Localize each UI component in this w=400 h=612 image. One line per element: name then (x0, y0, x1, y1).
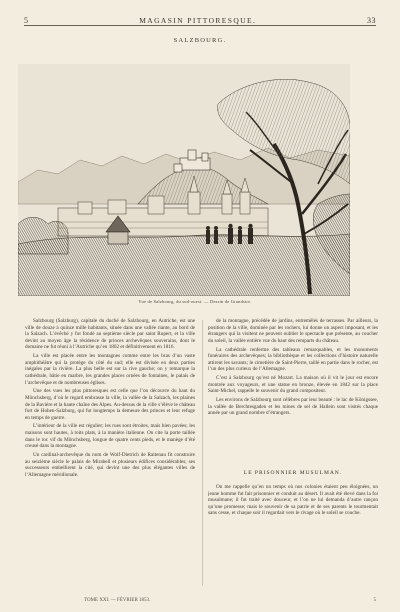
paragraph: de la montagne, précédée de jardins, entremêlés de terrasses. Par ailleurs, la position de la ville, dominée par les rochers, lui donne un aspect imposant, et les étrangers qui la visitent ne peuvent oublier le spectacle que présente, au coucher du soleil, la vallée entière vue du haut des remparts du château. (208, 318, 378, 344)
paragraph: L’intérieur de la ville est régulier; les rues sont étroites, mais bien pavées; les maisons sont hautes, à toits plats, à la manière italienne. On cite la porte taillée dans le roc vif du Mönchsberg, longue de quatre cents pieds, et le manège d’été creusé dans la montagne. (25, 423, 195, 450)
paragraph: Une des vues les plus pittoresques est celle que l’on découvre du haut du Mönchsberg, d’où le regard embrasse la ville, la vallée de la Salzach, les plaines de la Bavière et la haute chaîne des Alpes. Au-dessus de la ville s’élève le château fort de Hohen-Salzburg, qui fut longtemps la demeure des princes et leur refuge en temps de guerre. (25, 388, 195, 421)
section-heading: LE PRISONNIER MUSULMAN. (243, 470, 343, 476)
section-body (208, 484, 378, 586)
left-column (25, 318, 195, 592)
column-divider (202, 320, 203, 586)
header-left-number: 5 (24, 16, 29, 25)
paragraph: La ville est placée entre les montagnes comme entre les bras d’un vaste amphithéâtre qui la protège du côté du sud; elle est divisée en deux parties inégales par la rivière. La plus belle est sur la rive gauche; on y remarque la cathédrale, bâtie en marbre, les grandes places ornées de fontaines, le palais de l’archevêque et de nombreuses églises. (25, 353, 195, 386)
paragraph: C’est à Salzbourg qu’est né Mozart. La maison où il vit le jour est encore montrée aux voyageurs, et une statue en bronze, élevée en 1842 sur la place Saint-Michel, rappelle le souvenir du grand compositeur. (208, 375, 378, 395)
paragraph: Un cardinal-archevêque du nom de Wolf-Dietrich de Raitenau fit construire au seizième siècle le palais de Mirabell et plusieurs édifices considérables; ses successeurs embellirent la cité, qui devint une des plus élégantes villes de l’Allemagne méridionale. (25, 452, 195, 478)
page-number: 33 (366, 16, 376, 25)
running-header (24, 13, 376, 26)
right-column (208, 318, 378, 468)
paragraph: Salzbourg (Salzburg), capitale du duché de Salzbourg, en Autriche, est une ville de douze à quinze mille habitants, située dans une vallée riante, au bord de la Salzach. L’évêché y fut fondé au septième siècle par saint Rupert, et la ville devint au moyen âge la résidence de princes archevêques souverains, dont le domaine ne fut réuni à l’Autriche qu’en 1802 et définitivement en 1816. (25, 318, 195, 351)
magazine-title: MAGASIN PITTORESQUE. (139, 16, 257, 25)
article-title: SALZBOURG. (173, 37, 227, 44)
engraving-left-bushes (18, 217, 68, 254)
engraving-illustration (18, 64, 350, 296)
volume-info: TOME XXI. — FÉVRIER 1853. (84, 598, 151, 603)
paragraph: La cathédrale renferme des tableaux remarquables, et les monuments funéraires des archevêques; la bibliothèque et les collections d’histoire naturelle attirent les savants; le cimetière de Saint-Pierre, taillé en partie dans le rocher, est l’un des plus curieux de l’Allemagne. (208, 346, 378, 373)
signature-mark: 5 (373, 598, 376, 603)
page-footer (24, 598, 376, 603)
engraving-caption: Vue de Salzbourg, du sud-ouest. — Dessin de Grandsire. (138, 299, 252, 304)
paragraph: On me rappelle qu’en un temps où nos colonies étaient peu éloignées, un jeune homme fut fait prisonnier et conduit au désert. Il avait été élevé dans la foi musulmane; il fut traité avec douceur, et l’on ne lui demanda d’autre rançon qu’une promesse; mais le souvenir de sa patrie et de ses parents le tourmentait sans cesse, et chaque soir il regardait vers le rivage où le soleil se couche. (208, 484, 378, 517)
paragraph: Les environs de Salzbourg sont célèbres par leur beauté : le lac de Königssee, la vallée de Berchtesgaden et les mines de sel de Hallein sont visités chaque année par un grand nombre d’étrangers. (208, 397, 378, 417)
